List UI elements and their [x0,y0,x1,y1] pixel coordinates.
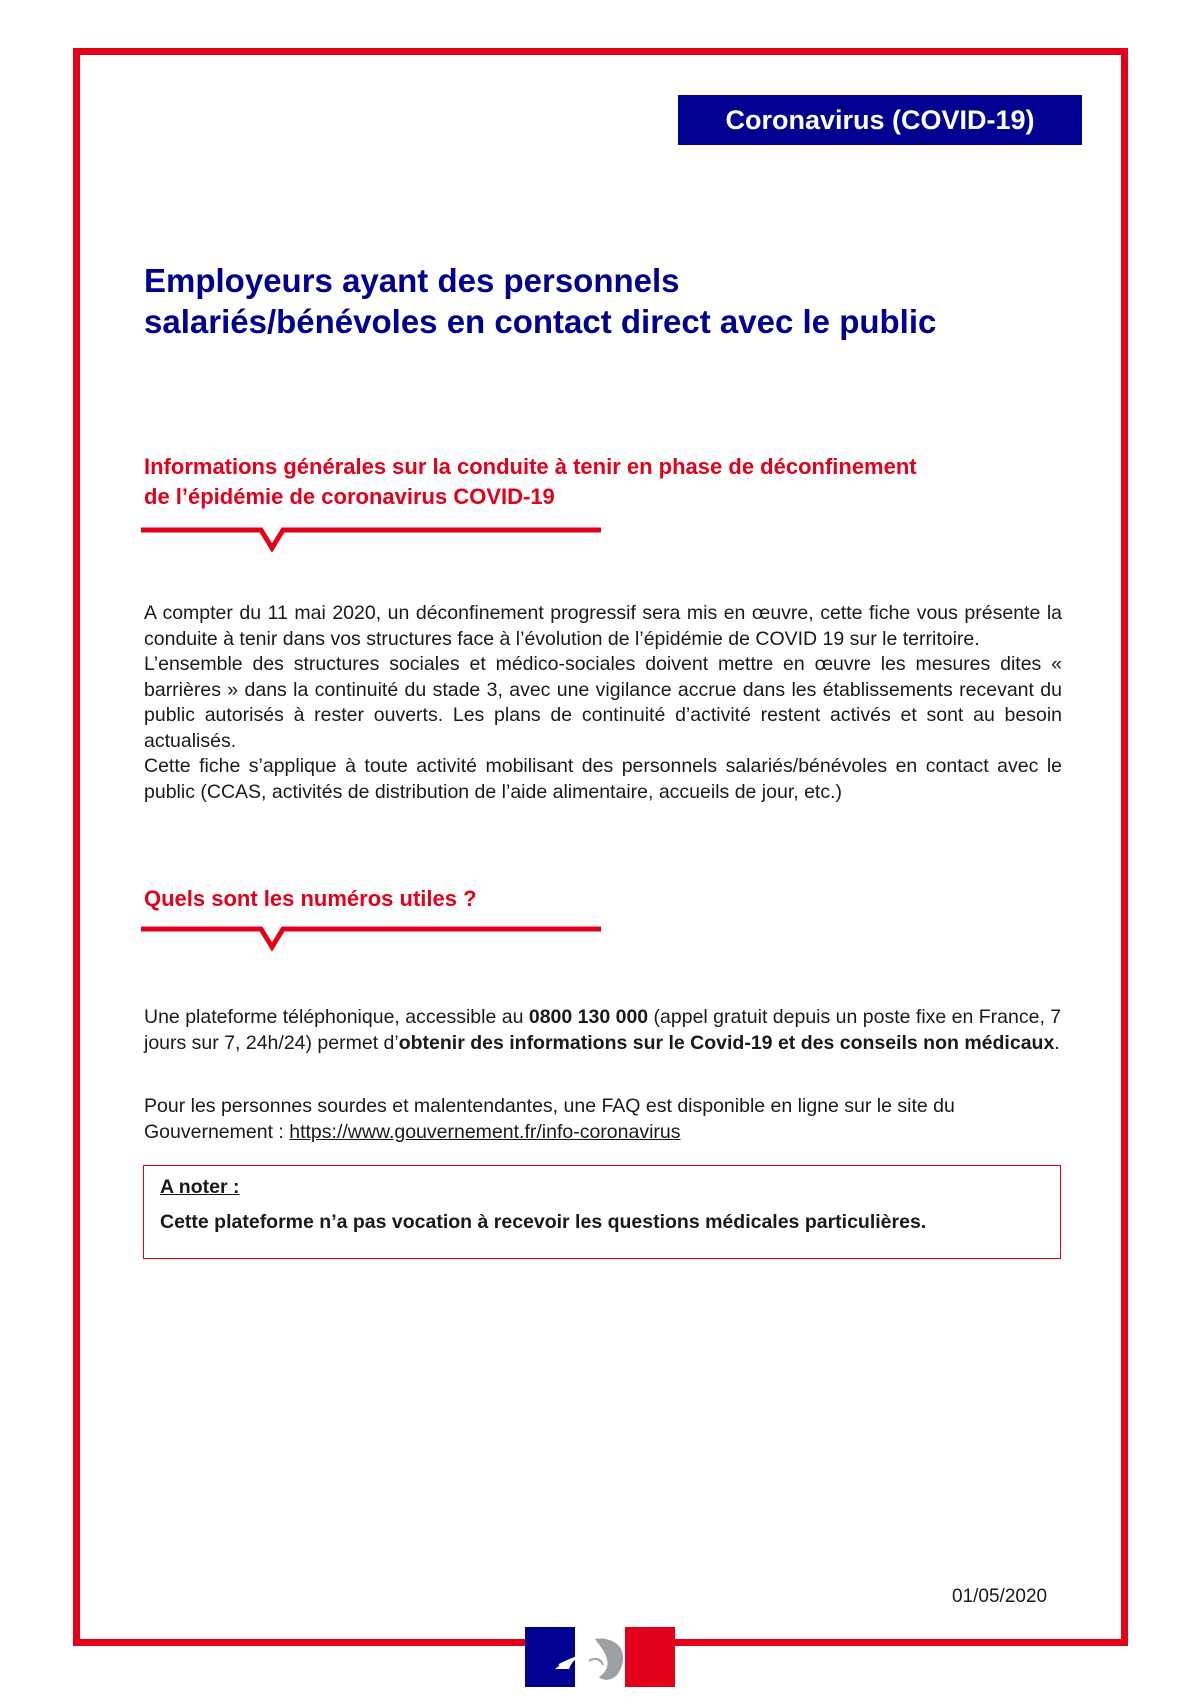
section2-paragraph-2 [144,1094,1062,1145]
section1-paragraph-1: A compter du 11 mai 2020, un déconfinement progressif sera mis en œuvre, cette fiche vous présente la conduite à tenir dans vos structures face à l’évolution de l’épidémie de COVID 19 sur le territoire. [144,602,1062,650]
marianne-icon [525,1627,675,1687]
marianne-logo [525,1627,675,1692]
topic-badge-text: Coronavirus (COVID-19) [725,104,1035,135]
faq-link[interactable]: https://www.gouvernement.fr/info-coronavirus [289,1120,681,1143]
section2-heading [144,884,1044,914]
section1-heading-line1: Informations générales sur la conduite à tenir en phase de déconfinement [144,454,917,479]
phone-end-punct: . [1054,1031,1060,1054]
document-date: 01/05/2020 [952,1586,1048,1607]
faq-text: Pour les personnes sourdes et malentendantes, une FAQ est disponible en ligne sur le site du Gouvernement : [144,1095,955,1143]
phone-details-text: (appel gratuit depuis un poste fixe en France, 7 jours sur 7, 24h/24) permet d’ [144,1006,1062,1054]
section2-speech-divider [141,925,601,955]
section1-speech-divider [141,526,601,556]
section2-heading-text: Quels sont les numéros utiles ? [144,886,477,911]
phone-purpose-text: obtenir des informations sur le Covid-19 et des conseils non médicaux [398,1031,1055,1054]
note-box [143,1165,1061,1259]
page-title [144,260,1084,342]
section1-body [144,601,1062,805]
page-title-line2: salariés/bénévoles en contact direct avec le public [144,303,937,340]
note-text: Cette plateforme n’a pas vocation à recevoir les questions médicales particulières. [160,1211,927,1233]
section1-paragraph-3: Cette fiche s’applique à toute activité mobilisant des personnels salariés/bénévoles en contact avec le public (CCAS, activités de distribution de l’aide alimentaire, accueils de jour, etc.) [144,755,1062,803]
section1-paragraph-2: L’ensemble des structures sociales et médico-sociales doivent mettre en œuvre les mesures dites « barrières » dans la continuité du stade 3, avec une vigilance accrue dans les établissements recevant du public autorisés à rester ouverts. Les plans de continuité d’activité restent activés et sont au besoin actualisés. [144,653,1062,752]
phone-intro-text: Une plateforme téléphonique, accessible au [144,1006,529,1028]
section1-heading-line2: de l’épidémie de coronavirus COVID-19 [144,484,555,509]
topic-badge [678,95,1082,145]
phone-number: 0800 130 000 [528,1006,649,1028]
page-title-line1: Employeurs ayant des personnels [144,262,680,299]
note-title: A noter : [160,1176,240,1198]
section2-paragraph-1 [144,1005,1062,1056]
section1-heading [144,452,1044,512]
